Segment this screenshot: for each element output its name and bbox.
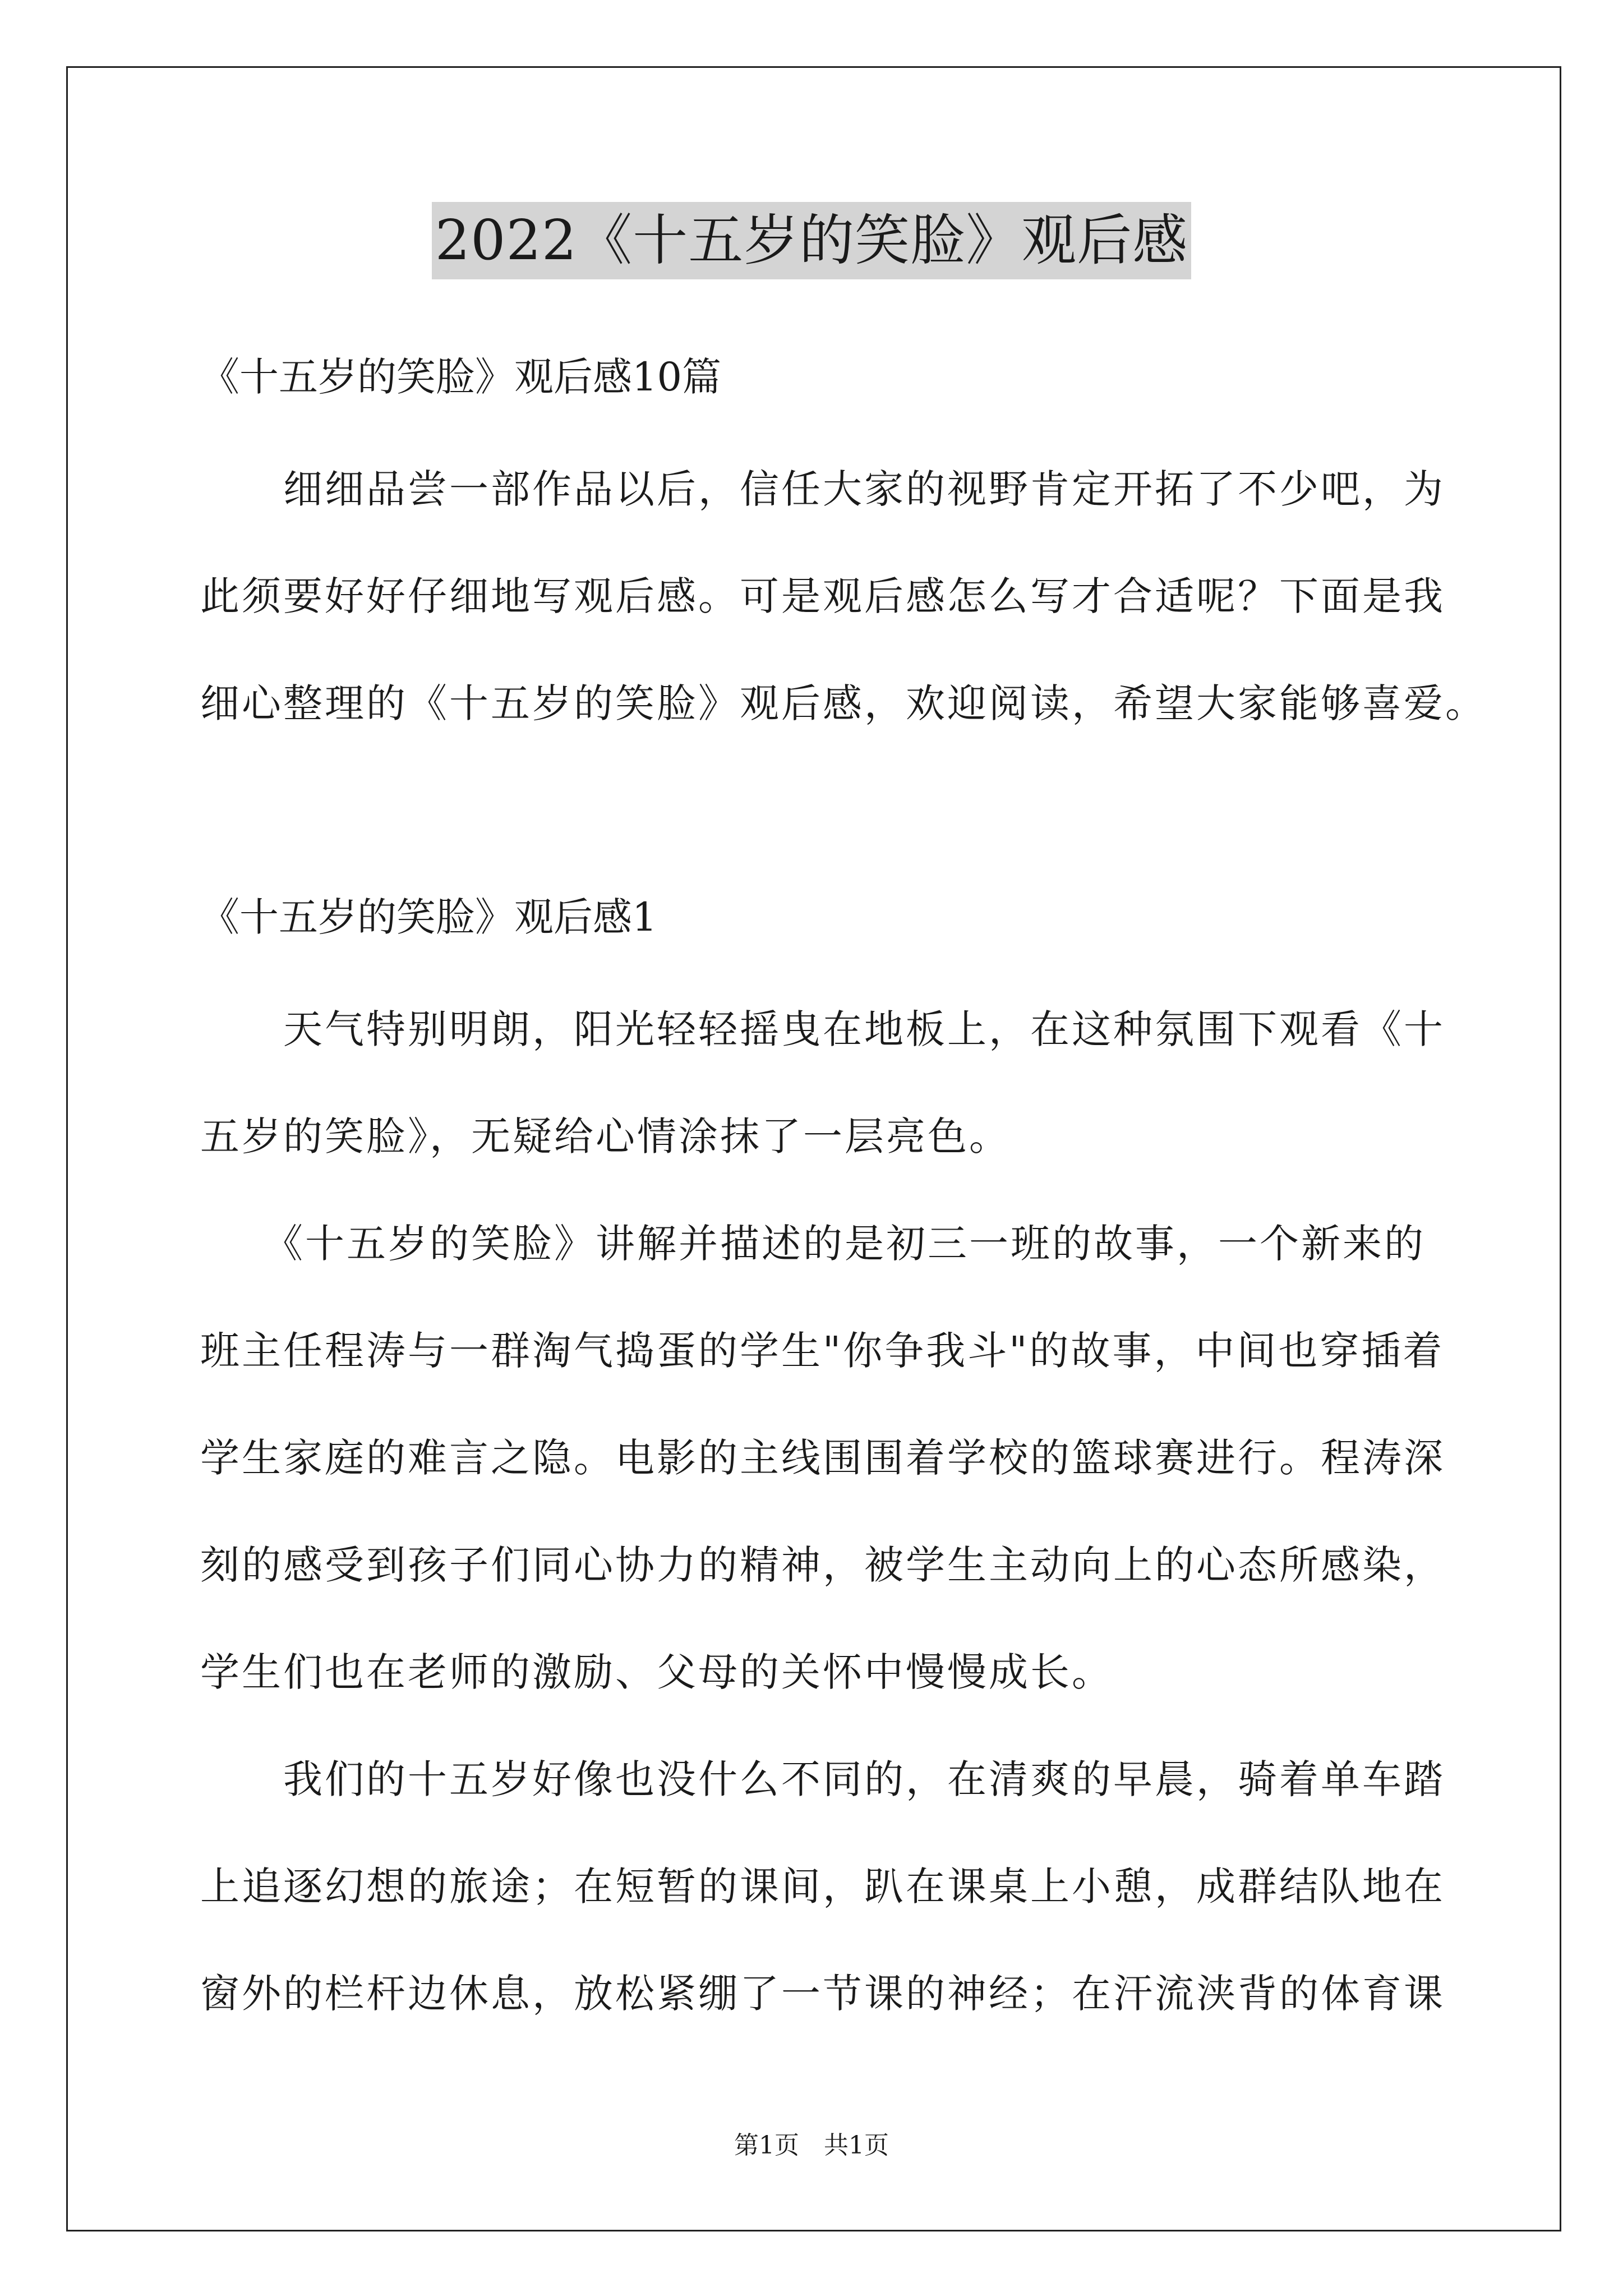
para2-line-3: 学生家庭的难言之隐。电影的主线围围着学校的篮球赛进行。程涛深: [200, 1435, 1445, 1481]
page-footer: 第1页 共1页: [734, 2131, 889, 2160]
section-heading: 《十五岁的笑脸》观后感1: [200, 894, 657, 940]
para2-line-5: 学生们也在老师的激励、父母的关怀中慢慢成长。: [200, 1649, 1113, 1695]
para2-line-2: 班主任程涛与一群淘气捣蛋的学生"你争我斗"的故事，中间也穿插着: [200, 1328, 1445, 1374]
para1-line-2: 五岁的笑脸》，无疑给心情涂抹了一层亮色。: [200, 1114, 1011, 1159]
para3-line-3: 窗外的栏杆边休息，放松紧绷了一节课的神经；在汗流浃背的体育课: [200, 1971, 1445, 2017]
intro-line-2: 此须要好好仔细地写观后感。可是观后感怎么写才合适呢？下面是我: [200, 573, 1445, 619]
intro-heading: 《十五岁的笑脸》观后感10篇: [200, 354, 722, 400]
para3-line-1: 我们的十五岁好像也没什么不同的，在清爽的早晨，骑着单车踏: [200, 1756, 1445, 1802]
document-title: 2022《十五岁的笑脸》观后感: [432, 202, 1191, 279]
para2-line-4: 刻的感受到孩子们同心协力的精神，被学生主动向上的心态所感染，: [200, 1542, 1445, 1588]
para1-line-1: 天气特别明朗，阳光轻轻摇曳在地板上，在这种氛围下观看《十: [200, 1006, 1445, 1052]
para3-line-2: 上追逐幻想的旅途；在短暂的课间，趴在课桌上小憩，成群结队地在: [200, 1864, 1445, 1910]
intro-line-3: 细心整理的《十五岁的笑脸》观后感，欢迎阅读，希望大家能够喜爱。: [200, 680, 1487, 726]
intro-line-1: 细细品尝一部作品以后，信任大家的视野肯定开拓了不少吧，为: [200, 466, 1445, 512]
para2-line-1: 《十五岁的笑脸》讲解并描述的是初三一班的故事，一个新来的: [200, 1221, 1426, 1267]
title-container: [0, 202, 1623, 279]
